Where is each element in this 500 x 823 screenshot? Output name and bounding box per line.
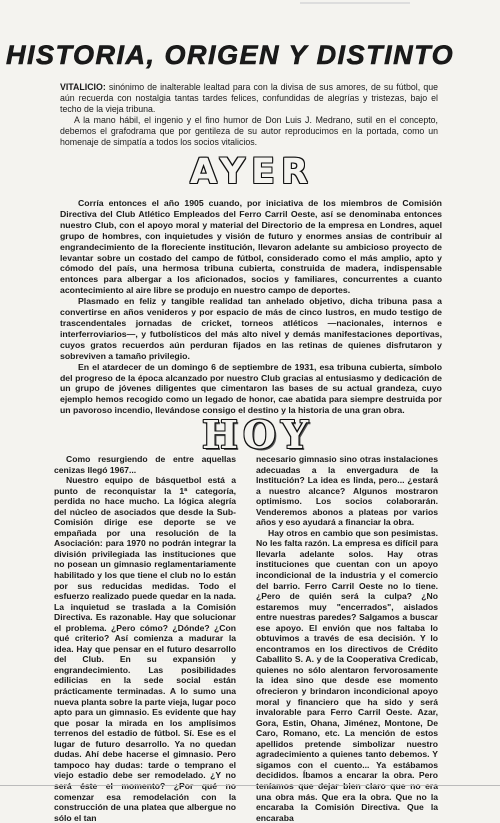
intro-block	[60, 82, 438, 147]
intro-definition	[60, 82, 438, 115]
ayer-body	[60, 198, 442, 416]
bottom-edge	[0, 785, 500, 786]
ayer-paragraph: Corría entonces el año 1905 cuando, por iniciativa de los miembros de Comisión Directiva del Club Atlético Empleados del Ferro Carril Oeste, así se denominaba entonces nuestro Club, con el apoyo moral y material del Directorio de la empresa en Londres, aquel grupo de hombres, con inquietudes y visión de futuro y enormes ansias de contribuir al engrandecimiento de la floreciente institución, llevaron adelante su ambicioso proyecto de levantar sobre un costado del campo de fútbol, considerado como el más amplio, apto y cómodo del país, una hermosa tribuna cubierta, construida de madera, indispensable entonces para albergar a los aficionados, socios y familiares, concurrentes a cuanto acontecimiento al aire libre se produjo en nuestro campo de deportes.	[60, 198, 442, 296]
paper-crease	[300, 2, 410, 4]
hoy-left-paragraph: Como resurgiendo de entre aquellas cenizas llegó 1967...	[54, 454, 236, 475]
hoy-right-column	[256, 454, 438, 823]
hoy-right-paragraph: necesario gimnasio sino otras instalaciones adecuadas a la envergadura de la Institución? La idea es linda, pero... ¿estará a nuestro alcance? Algunos mostraron optimismo. Los socios colaborarán. Venderemos abonos a plateas por varios años y eso ayudará a financiar la obra.	[256, 454, 438, 528]
intro-definition-text: sinónimo de inalterable lealtad para con la divisa de sus amores, de su fútbol, que aún recuerda con nostalgia tantas tardes felices, confundidas de alegrías y tristezas, bajo el techo de la vieja tribuna.	[60, 82, 438, 114]
intro-term: VITALICIO:	[60, 82, 106, 92]
ayer-paragraph: Plasmado en feliz y tangible realidad tan anhelado objetivo, dicha tribuna pasa a convertirse en años venideros y por espacio de más de cinco lustros, en mudo testigo de trascendentales jornadas de cricket, torneos atléticos —nacionales, internos e interferroviarios—, y futbolísticos del más alto nivel y demás manifestaciones deportivas, cuyos gratos recuerdos aún perduran fijados en las retinas de quienes disfrutaron y sobreviven a tamaño privilegio.	[60, 296, 442, 361]
section-heading-ayer: AYER	[190, 152, 314, 192]
hoy-left-paragraph: Nuestro equipo de básquetbol está a punto de reconquistar la 1ª categoría, perdida no hace mucho. La lógica alegría del núcleo de asociados que desde la Sub-Comisión dirige ese deporte se ve empañada por una resolución de la Asociación: para 1970 no podrán integrar la división privilegiada las instituciones que no posean un gimnasio reglamentariamente habilitado y los que tiene el club no lo están por sus reducidas medidas. Todo el esfuerzo realizado puede quedar en la nada. La inquietud se traslada a la Comisión Directiva. Es razonable. Hay que solucionar el problema. ¿Pero cómo? ¿Dónde? ¿Con qué criterio? Así comienza a madurar la idea. Hay que pensar en el futuro desarrollo del Club. En su expansión y engrandecimiento. Las posibilidades edilicias en la sede social están prácticamente terminadas. A lo sumo una nueva planta sobre la parte vieja, lugar poco apto para un gimnasio. Es evidente que hay que posar la mirada en los amplísimos terrenos del estadio de fútbol. Sí. Ese es el lugar de futuro desarrollo. Ya no quedan dudas. Ahí debe hacerse el gimnasio. Pero tampoco hay dudas: tarde o temprano el viejo estadio debe ser remodelado. ¿Y no comenzar esa remodelación con la construcción de una platea que albergue no sólo el tan	[54, 475, 236, 823]
hoy-left-column	[54, 454, 236, 823]
page-title: HISTORIA, ORIGEN Y DISTINTO	[6, 40, 455, 70]
intro-dedication: A la mano hábil, el ingenio y el fino humor de Don Luis J. Medrano, sutil en el concepto, debemos el grafodrama que por gentileza de su autor reproducimos en la portada, como un homenaje de simpatía a todos los socios vitalicios.	[60, 114, 438, 147]
section-heading-hoy: HOY	[202, 412, 314, 457]
ayer-paragraph: En el atardecer de un domingo 6 de septiembre de 1931, esa tribuna cubierta, símbolo del progreso de la época alcanzado por nuestro Club gracias al entusiasmo y dedicación de un grupo de jóvenes diligentes que cimentaron las bases de su actual grandeza, cuyo ejemplo hemos recogido como un legado de honor, cae abatida para siempre destruida por un pavoroso incendio, llevándose consigo el destino y la historia de una gran obra.	[60, 361, 442, 416]
hoy-right-paragraph: Hay otros en cambio que son pesimistas. No les falta razón. La empresa es difícil para llevarla adelante solos. Hay otras instituciones que cuentan con un apoyo incondicional de la industria y el comercio del barrio. Ferro Carril Oeste no lo tiene. ¿Pero de quién será la culpa? ¿No estaremos muy "encerrados", aislados entre nuestras paredes? Salgamos a buscar ese apoyo. El envión que nos faltaba lo obtuvimos a través de esa decisión. Y lo encontramos en los directivos de Crédito Caballito S. A. y de la Cooperativa Credicab, quienes no sólo alentaron fervorosamente la idea sino que desde ese momento ofrecieron y brindaron incondicional apoyo moral y financiero que ha sido y será invalorable para Ferro Carril Oeste. Azar, Gora, Estin, Ohana, Jiménez, Montone, De Caro, Romano, etc. La mención de estos apellidos pretende simbolizar nuestro agradecimiento a quienes tanto debemos. Y sigamos con el cuento... Ya estábamos decididos. Íbamos a encarar la obra. Pero una obra más. Que era la obra. Que no la encaraba la Comisión Directiva. Que la encaraba	[256, 527, 438, 823]
